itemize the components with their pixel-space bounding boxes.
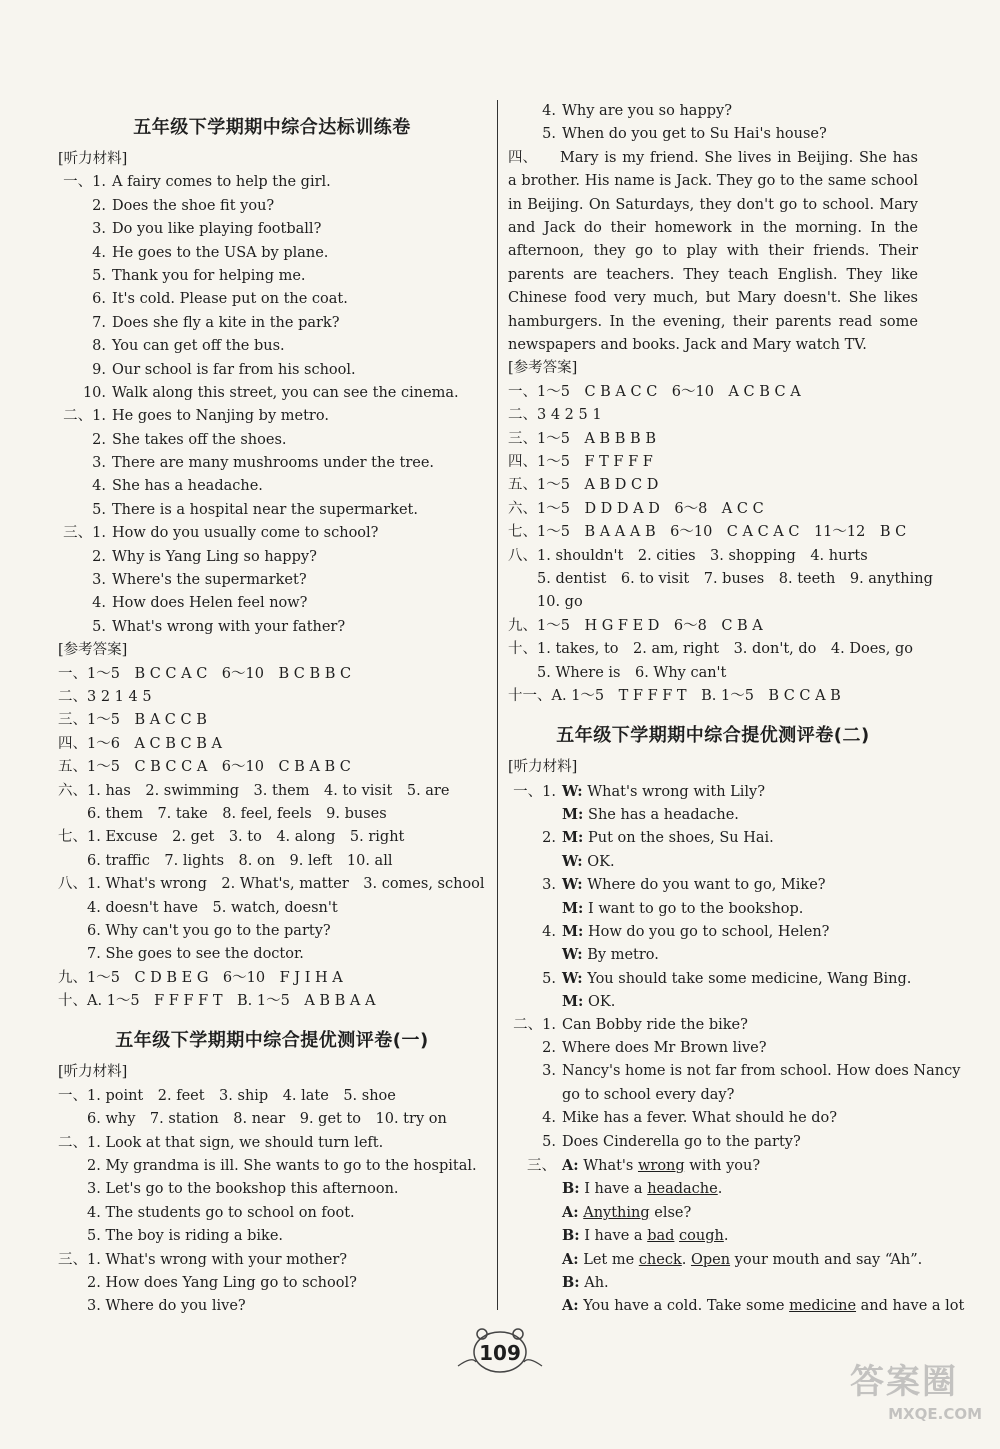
item-number: 2. [92, 197, 106, 214]
text-line: 6. Why can't you go to the party? [58, 922, 331, 939]
text-line: 6. them 7. take 8. feel, feels 9. buses [58, 805, 387, 822]
text-line [508, 1037, 918, 1060]
listening-label: [听力材料] [58, 151, 128, 167]
text-line: 5. The boy is riding a bike. [58, 1228, 284, 1245]
text-line [58, 475, 486, 498]
item-text: What's wrong with your father? [112, 618, 346, 635]
item-number: 6. [92, 291, 106, 308]
item-text: Mike has a fever. What should he do? [562, 1110, 838, 1127]
speaker: W: [562, 969, 583, 987]
answer-list [508, 381, 933, 708]
text-line: 3. Let's go to the bookshop this afternoon. [58, 1181, 399, 1198]
dialog-line: A: You have a cold. Take some medicine and have a lot [562, 1297, 965, 1315]
continued-list [508, 100, 918, 147]
item-number: 4. [92, 244, 106, 261]
utterance: OK. [588, 994, 616, 1011]
text-line: 4. doesn't have 5. watch, doesn't [58, 899, 338, 916]
text-line [508, 1107, 918, 1130]
dialog-line [508, 850, 918, 873]
dialog-line [508, 967, 918, 990]
speaker: M: [562, 899, 584, 917]
speaker: W: [562, 946, 583, 964]
speaker: M: [562, 993, 584, 1011]
listening-list [58, 171, 486, 639]
item-text: You can get off the bus. [112, 338, 285, 355]
text-line: 九、1～5 H G F E D 6～8 C B A [508, 617, 763, 634]
text-line: 7. She goes to see the doctor. [58, 946, 304, 963]
text-line [58, 171, 486, 194]
text-line [58, 405, 486, 428]
item-number: 3. [92, 572, 106, 589]
text-line: 4. The students go to school on foot. [58, 1204, 355, 1221]
item-number: 10. [82, 384, 106, 401]
text-line: 5. dentist 6. to visit 7. buses 8. teeth 9. anything [508, 570, 933, 587]
item-number: 5. [92, 618, 106, 635]
item-text: Why is Yang Ling so happy? [112, 548, 317, 565]
speaker: M: [562, 806, 584, 824]
text-line [58, 312, 486, 335]
text-line: 6. why 7. station 8. near 9. get to 10. try on [58, 1111, 447, 1128]
right-column [508, 100, 965, 1318]
dialog-line [508, 943, 918, 966]
passage [508, 147, 918, 358]
text-line: 四、1～6 A C B C B A [58, 735, 222, 752]
text-line [58, 429, 486, 452]
item-text: Does she fly a kite in the park? [112, 314, 340, 331]
dialog-line [508, 873, 918, 896]
item-number: 5. [92, 501, 106, 518]
section-title: 五年级下学期期中综合提优测评卷(二) [556, 725, 870, 747]
text-line: 二、1. Look at that sign, we should turn left. [58, 1134, 384, 1151]
text-line: 十一、A. 1～5 T F F F T B. 1～5 B C C A B [508, 687, 841, 704]
column-divider [497, 100, 498, 1310]
text-line: 三、1. What's wrong with your mother? [58, 1251, 348, 1268]
item-text: Does Cinderella go to the party? [562, 1133, 801, 1150]
listening-label: [听力材料] [508, 759, 578, 776]
text-line: 一、1～5 B C C A C 6～10 B C B B C [58, 665, 352, 682]
text-line: 十、A. 1～5 F F F F T B. 1～5 A B B A A [58, 993, 376, 1010]
text-line: 八、1. shouldn't 2. cities 3. shopping 4. hurts [508, 547, 868, 564]
text-line: 五、1～5 C B C C A 6～10 C B A B C [58, 759, 351, 776]
utterance: Where do you want to go, Mike? [587, 877, 826, 894]
watermark-logo-text: 答案圈 [850, 1362, 958, 1402]
utterance: What's wrong with Lily? [587, 783, 766, 800]
item-text: How do you usually come to school? [112, 525, 379, 542]
item-number: 9. [92, 361, 106, 378]
dialog-line [508, 803, 918, 826]
item-number: 二、1. [63, 408, 106, 425]
item-number: 2. [92, 548, 106, 565]
utterance: Put on the shoes, Su Hai. [588, 830, 774, 847]
item-number: 2. [542, 1039, 556, 1056]
text-line: 三、1～5 A B B B B [508, 430, 656, 447]
item-text: He goes to Nanjing by metro. [112, 408, 329, 425]
dialog-three [508, 1154, 965, 1318]
utterance: You should take some medicine, Wang Bing. [587, 970, 912, 987]
item-text: Our school is far from his school. [112, 361, 356, 378]
question-list [508, 1014, 961, 1154]
text-line [58, 616, 486, 639]
item-number: 3. [542, 877, 556, 894]
dialog-line [508, 920, 918, 943]
text-line: 一、1. point 2. feet 3. ship 4. late 5. shoe [58, 1087, 396, 1104]
answer-list [58, 663, 486, 1014]
text-line [58, 546, 486, 569]
item-number: 一、1. [513, 783, 556, 800]
text-line [58, 218, 486, 241]
text-line: 九、1～5 C D B E G 6～10 F J I H A [58, 969, 343, 986]
text-line [58, 242, 486, 265]
text-line: 6. traffic 7. lights 8. on 9. left 10. all [58, 852, 393, 869]
item-text: Nancy's home is not far from school. How does Nancy [562, 1063, 961, 1080]
item-number: 4. [92, 478, 106, 495]
dialog-line: A: Anything else? [562, 1203, 692, 1221]
item-number: 三、1. [63, 525, 106, 542]
dialog-line: 三、 A: What's wrong with you? [527, 1156, 761, 1174]
text-line [58, 522, 486, 545]
text-line: 五、1～5 A B D C D [508, 477, 659, 494]
text-line: 六、1. has 2. swimming 3. them 4. to visit 5. are [58, 782, 450, 799]
speaker: W: [562, 852, 583, 870]
text-line: 二、3 4 2 5 1 [508, 407, 602, 424]
left-column [58, 100, 486, 1319]
dialog-line [508, 780, 918, 803]
dialog-line [508, 897, 918, 920]
text-line [508, 1084, 918, 1107]
item-text: Thank you for helping me. [112, 267, 306, 284]
passage-number: 四、 [508, 149, 537, 166]
item-text: Can Bobby ride the bike? [562, 1016, 748, 1033]
text-line: 10. go [508, 594, 583, 611]
text-line [58, 195, 486, 218]
speaker: M: [562, 829, 584, 847]
answer-label: [参考答案] [508, 360, 578, 377]
text-line [58, 359, 486, 382]
item-text: Where does Mr Brown live? [562, 1039, 767, 1056]
dialog-line: B: I have a bad cough. [562, 1227, 729, 1245]
item-number: 5. [542, 970, 556, 987]
answer-label: [参考答案] [58, 642, 128, 659]
item-text: Why are you so happy? [562, 103, 732, 119]
watermark [850, 1360, 990, 1440]
text-line: 七、1～5 B A A A B 6～10 C A C A C 11～12 B C [508, 524, 907, 541]
listening-list [58, 1085, 486, 1319]
item-number: 4. [542, 103, 556, 119]
utterance: She has a headache. [588, 807, 739, 824]
dialog-line [508, 826, 918, 849]
page-number: 109 [479, 1341, 521, 1365]
watermark-url: MXQE.COM [888, 1405, 982, 1423]
utterance: How do you go to school, Helen? [588, 924, 830, 941]
text-line: 四、1～5 F T F F F [508, 454, 653, 470]
item-number: 5. [542, 1133, 556, 1150]
item-text: There are many mushrooms under the tree. [112, 455, 435, 472]
item-text: She has a headache. [112, 478, 263, 495]
item-text: When do you get to Su Hai's house? [562, 126, 827, 143]
item-text: Where's the supermarket? [112, 572, 307, 589]
text-line: 八、1. What's wrong 2. What's, matter 3. comes, school [58, 876, 485, 893]
text-line [508, 123, 918, 146]
dialog-line: A: Let me check. Open your mouth and say “Ah”. [562, 1250, 923, 1268]
text-line [58, 569, 486, 592]
text-line: 2. How does Yang Ling go to school? [58, 1274, 357, 1291]
item-number: 3. [542, 1063, 556, 1080]
speaker: W: [562, 782, 583, 800]
text-line [58, 382, 486, 405]
speaker: W: [562, 876, 583, 894]
section-title: 五年级下学期期中综合达标训练卷 [133, 117, 411, 138]
item-number: 8. [92, 338, 106, 355]
dialog-list [508, 780, 918, 1014]
section-title: 五年级下学期期中综合提优测评卷(一) [115, 1030, 429, 1052]
text-line [58, 592, 486, 615]
item-text: Walk along this street, you can see the cinema. [112, 384, 459, 401]
text-line: 二、3 2 1 4 5 [58, 688, 152, 705]
text-line [508, 100, 918, 123]
item-text: It's cold. Please put on the coat. [112, 291, 348, 308]
item-number: 3. [92, 221, 106, 238]
text-line: 三、1～5 B A C C B [58, 712, 207, 729]
text-line [508, 1131, 918, 1154]
dialog-line: B: I have a headache. [562, 1180, 723, 1198]
item-text: A fairy comes to help the girl. [112, 174, 331, 191]
item-number: 4. [92, 595, 106, 612]
text-line [508, 1014, 918, 1037]
item-text: How does Helen feel now? [112, 595, 308, 612]
item-text: go to school every day? [562, 1086, 735, 1103]
speaker: M: [562, 923, 584, 941]
item-number: 5. [92, 267, 106, 284]
text-line: 2. My grandma is ill. She wants to go to the hospital. [58, 1158, 477, 1175]
listening-label: [听力材料] [58, 1064, 128, 1081]
text-line [508, 1060, 961, 1083]
text-line: 十、1. takes, to 2. am, right 3. don't, do 4. Does, go [508, 641, 913, 658]
item-number: 2. [92, 431, 106, 448]
text-line [58, 265, 486, 288]
text-line [58, 288, 486, 311]
item-number: 二、1. [513, 1016, 556, 1033]
dialog-line [508, 990, 918, 1013]
text-line [58, 499, 486, 522]
text-line: 一、1～5 C B A C C 6～10 A C B C A [508, 383, 801, 400]
item-number: 一、1. [63, 174, 106, 191]
passage-text: Mary is my friend. She lives in Beijing. She has a brother. His name is Jack. They go to the same school in Beijing. On Saturdays, they don't go to school. Mary and Jack do their homework in the morning. In the afternoon, they go to play with their friends. Their parents are teachers. They teach English. They like Chinese food very much, but Mary doesn't. She likes hamburgers. In the evening, their parents read some newspapers and books. Jack and Mary watch TV. [508, 149, 918, 354]
item-number: 5. [542, 126, 556, 143]
item-text: He goes to the USA by plane. [112, 244, 329, 261]
item-text: Does the shoe fit you? [112, 197, 275, 214]
utterance: I want to go to the bookshop. [588, 900, 804, 917]
item-number: 2. [542, 830, 556, 847]
dialog-line: B: Ah. [562, 1273, 609, 1291]
text-line: 六、1～5 D D D A D 6～8 A C C [508, 500, 764, 517]
item-number: 7. [92, 314, 106, 331]
utterance: By metro. [587, 947, 659, 964]
text-line [58, 335, 486, 358]
item-number: 3. [92, 455, 106, 472]
item-number: 4. [542, 924, 556, 941]
text-line: 3. Where do you live? [58, 1298, 246, 1315]
item-number: 4. [542, 1110, 556, 1127]
item-text: There is a hospital near the supermarket. [112, 501, 418, 518]
text-line: 七、1. Excuse 2. get 3. to 4. along 5. right [58, 829, 405, 846]
item-text: She takes off the shoes. [112, 431, 287, 448]
utterance: OK. [587, 853, 615, 870]
text-line: 5. Where is 6. Why can't [508, 664, 727, 681]
text-line [58, 452, 486, 475]
item-text: Do you like playing football? [112, 221, 322, 238]
